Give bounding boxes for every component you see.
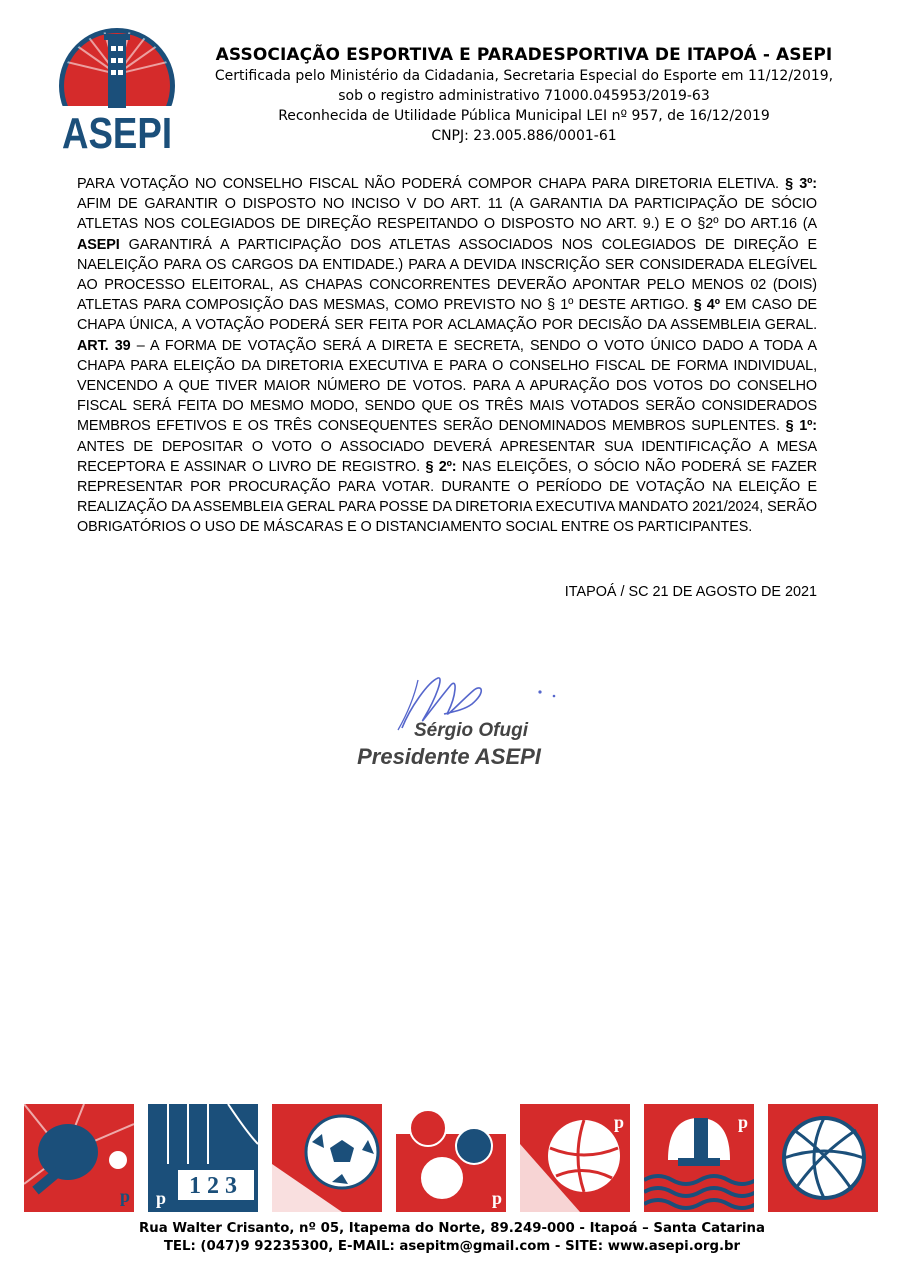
- multi-ball-icon: [396, 1104, 506, 1212]
- public-utility-line: Reconhecida de Utilidade Pública Municipal LEI nº 957, de 16/12/2019: [278, 108, 770, 124]
- swimming-icon: [644, 1104, 754, 1212]
- volleyball-icon: [768, 1104, 878, 1212]
- registration-line: sob o registro administrativo 71000.045953/2019-63: [338, 88, 710, 104]
- signature-block: [340, 668, 575, 783]
- certification-line: Certificada pelo Ministério da Cidadania, Secretaria Especial do Esporte em 11/12/2019,: [214, 68, 834, 84]
- footer-address: Rua Walter Crisanto, nº 05, Itapema do Norte, 89.249-000 - Itapoá – Santa Catarina: [139, 1221, 765, 1236]
- athletics-track-icon: [148, 1104, 258, 1212]
- document-body: [77, 174, 817, 538]
- podium-digits: 123: [189, 1173, 243, 1199]
- footer-contact: TEL: (047)9 92235300, E-MAIL: asepitm@gmail.com - SITE: www.asepi.org.br: [163, 1239, 741, 1254]
- para-mark: p: [492, 1188, 503, 1208]
- body-segment: EM CASO DE CHAPA ÚNICA, A VOTAÇÃO PODERÁ SER FEITA POR ACLAMAÇÃO POR DECISÃO DA ASSEMBLEIA GERAL.: [77, 297, 817, 334]
- body-emphasis: § 3º:: [785, 176, 817, 192]
- body-segment: GARANTIRÁ A PARTICIPAÇÃO DOS ATLETAS ASSOCIADOS NOS COLEGIADOS DE DIREÇÃO E NAELEIÇÃO PARA OS CARGOS DA ENTIDADE.) PARA A DEVIDA INSCRIÇÃO SER CONSIDERADA ELEGÍVEL AO PROCESSO ELEITORAL, AS CHAPAS CONCORRENTES DEVERÃO APONTAR PELO MENOS 02 (DOIS) ATLETAS PARA COMPOSIÇÃO DAS MESMAS, COMO PREVISTO NO § 1º DESTE ARTIGO.: [77, 236, 817, 314]
- letterhead: [190, 44, 858, 146]
- body-segment: NAS ELEIÇÕES, O SÓCIO NÃO PODERÁ SE FAZER REPRESENTAR POR PROCURAÇÃO PARA VOTAR. DURANTE O PERÍODO DE VOTAÇÃO NA ELEIÇÃO E REALIZAÇÃO DA ASSEMBLEIA GERAL PARA POSSE DA DIRETORIA EXECUTIVA MANDATO 2021/2024, SERÃO OBRIGATÓRIOS O USO DE MÁSCARAS E O DISTANCIAMENTO SOCIAL ENTRE OS PARTICIPANTES.: [77, 458, 817, 536]
- body-emphasis: ASEPI: [77, 236, 120, 253]
- sports-banner: [24, 1104, 880, 1212]
- table-tennis-icon: [24, 1104, 134, 1212]
- cnpj-line: CNPJ: 23.005.886/0001-61: [431, 128, 617, 144]
- para-mark: p: [156, 1188, 167, 1208]
- signatory-name: Sérgio Ofugi: [414, 720, 528, 741]
- body-segment: ANTES DE DEPOSITAR O VOTO O ASSOCIADO DEVERÁ APRESENTAR SUA IDENTIFICAÇÃO A MESA RECEPTORA E ASSINAR O LIVRO DE REGISTRO.: [77, 438, 817, 475]
- body-segment: PARA VOTAÇÃO NO CONSELHO FISCAL NÃO PODERÁ COMPOR CHAPA PARA DIRETORIA ELETIVA.: [77, 176, 786, 192]
- body-segment: – A FORMA DE VOTAÇÃO SERÁ A DIRETA E SECRETA, SENDO O VOTO ÚNICO DADO A TODA A CHAPA PARA ELEIÇÃO DA DIRETORIA EXECUTIVA E PARA O CONSELHO FISCAL DE FORMA INDIVIDUAL, VENCENDO A QUE TIVER MAIOR NÚMERO DE VOTOS. PARA A APURAÇÃO DOS VOTOS DO CONSELHO FISCAL SERÁ FEITA DO MESMO MODO, SENDO QUE OS TRÊS MAIS VOTADOS SERÃO CONSIDERADOS MEMBROS EFETIVOS E OS TRÊS CONSEQUENTES SERÃO DENOMINADOS MEMBROS SUPLENTES.: [77, 337, 817, 435]
- para-mark: p: [614, 1112, 625, 1132]
- body-segment: AFIM DE GARANTIR O DISPOSTO NO INCISO V DO ART. 11 (A GARANTIA DA PARTICIPAÇÃO DE SÓCIO ATLETAS NOS COLEGIADOS DE DIREÇÃO RESPEITANDO O DISPOSTO NO ART. 9.) E O §2º DO ART.16 (A: [77, 196, 817, 233]
- organization-name: ASSOCIAÇÃO ESPORTIVA E PARADESPORTIVA DE ITAPOÁ - ASEPI: [215, 45, 833, 65]
- body-emphasis: § 2º:: [425, 458, 457, 475]
- soccer-ball-icon: [272, 1104, 382, 1212]
- logo-wordmark: ASEPI: [62, 109, 172, 154]
- signatory-role: Presidente ASEPI: [357, 744, 541, 769]
- letterhead-footer: [0, 1220, 904, 1256]
- handball-icon: [520, 1104, 630, 1212]
- body-emphasis: § 4º: [693, 297, 720, 314]
- place-and-date: ITAPOÁ / SC 21 DE AGOSTO DE 2021: [564, 584, 817, 600]
- para-mark: p: [120, 1186, 131, 1206]
- para-mark: p: [738, 1112, 749, 1132]
- body-emphasis: § 1º:: [785, 418, 817, 435]
- asepi-logo: [50, 24, 185, 154]
- body-emphasis: ART. 39: [77, 337, 131, 354]
